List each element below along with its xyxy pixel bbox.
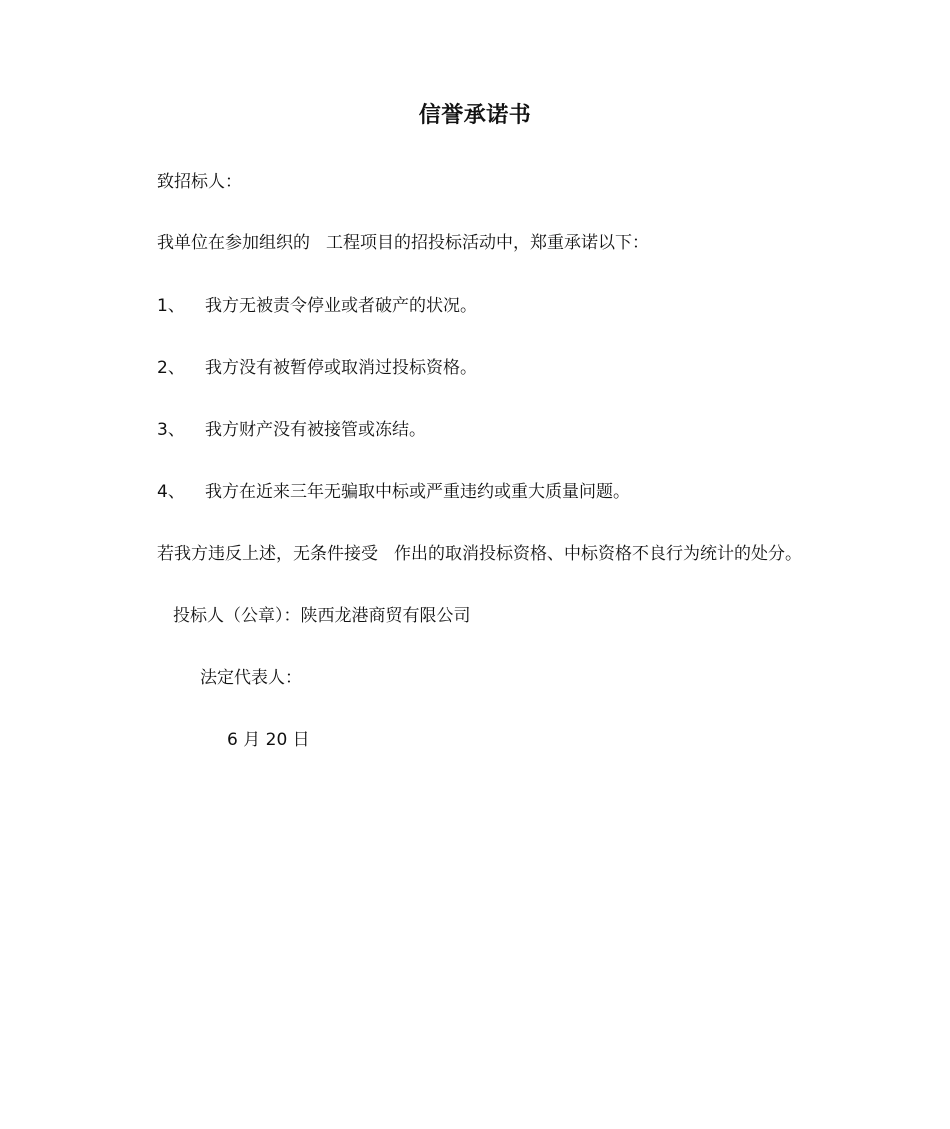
list-item xyxy=(157,357,477,379)
intro-part-2: 工程项目的招投标活动中，郑重承诺以下： xyxy=(326,233,649,253)
list-item-text: 我方没有被暂停或取消过投标资格。 xyxy=(205,358,477,378)
list-item xyxy=(157,419,426,441)
list-item-text: 我方财产没有被接管或冻结。 xyxy=(205,420,426,440)
list-item xyxy=(157,295,477,317)
document-title: 信誉承诺书 xyxy=(418,103,532,128)
closing-part-1: 若我方违反上述，无条件接受 xyxy=(157,544,378,564)
intro-paragraph xyxy=(157,232,649,254)
bidder-line xyxy=(173,605,471,627)
intro-part-1: 我单位在参加组织的 xyxy=(157,233,310,253)
list-item-text: 我方在近来三年无骗取中标或严重违约或重大质量问题。 xyxy=(205,482,630,502)
list-item-number: 2、 xyxy=(157,358,185,378)
signing-date: 6 月 20 日 xyxy=(227,730,310,750)
closing-part-2: 作出的取消投标资格、中标资格不良行为统计的处分。 xyxy=(394,544,802,564)
list-item xyxy=(157,481,630,503)
list-item-number: 4、 xyxy=(157,482,185,502)
legal-representative-label: 法定代表人： xyxy=(200,668,302,688)
bidder-label: 投标人（公章）： xyxy=(173,606,301,626)
list-item-number: 3、 xyxy=(157,420,185,440)
list-item-text: 我方无被责令停业或者破产的状况。 xyxy=(205,296,477,316)
salutation: 致招标人： xyxy=(157,172,242,192)
closing-paragraph xyxy=(157,543,802,565)
list-item-number: 1、 xyxy=(157,296,185,316)
bidder-name: 陕西龙港商贸有限公司 xyxy=(300,606,471,626)
